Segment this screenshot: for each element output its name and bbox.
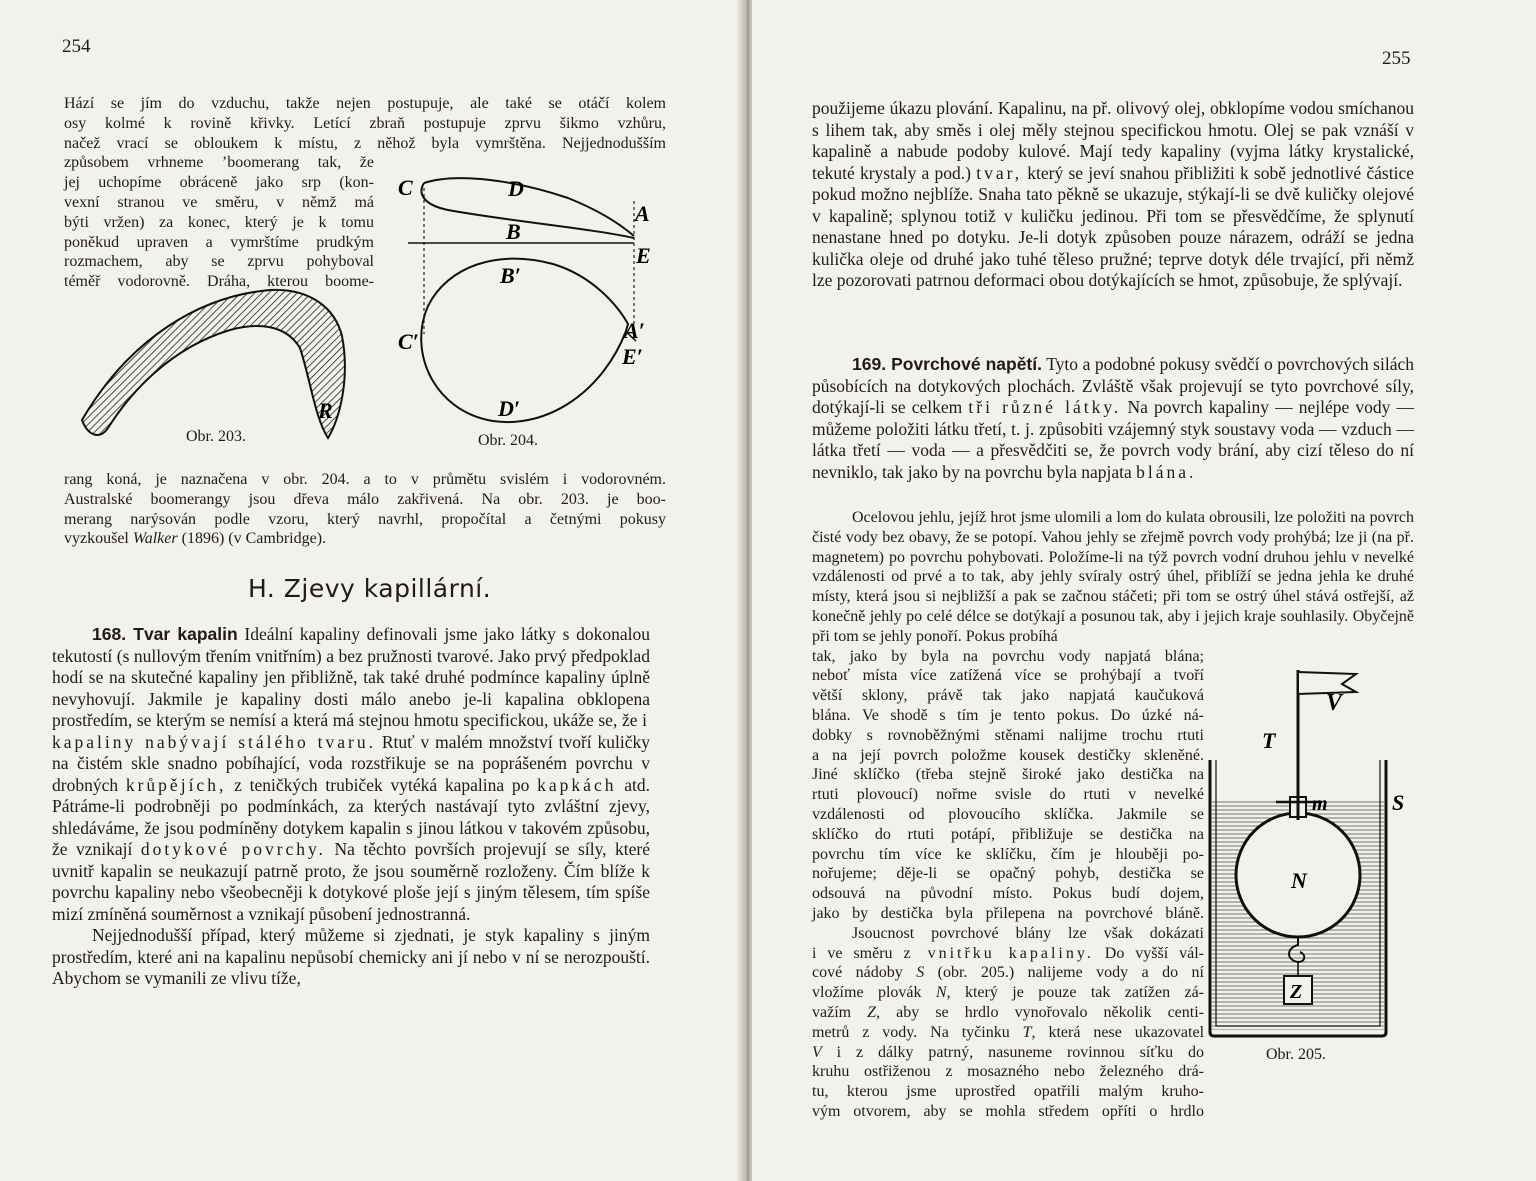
small-wrap-line: vzdálenosti od plovoucího sklíčka. Jakmile se (812, 805, 1204, 823)
section-168-title: 168. Tvar kapalin (92, 624, 238, 644)
intro-line: načež vrací se obloukem k místu, z něhož byla vymrštěna. Nejjednodušším (64, 134, 666, 152)
small-wrap-line: větší sklony, právě tak jako napjatá kaučuková (812, 687, 1204, 705)
text-segment: kruhu ostřiženou z mosazného nebo železného drá- (812, 1063, 1204, 1081)
after-figure-line: Australské boomerangy jsou dřeva málo zakřivená. Na obr. 203. je boo- (64, 490, 666, 508)
text-segment: Z (867, 1003, 877, 1021)
wrap-line: jej uchopíme obráceně jako srp (kon- (64, 174, 374, 192)
text-segment: , který je pouze tak zatížen zá- (946, 984, 1205, 1002)
label-t: T (1262, 728, 1276, 753)
small-wrap-line: odsouvá na původní místo. Pokus budí dojem, (812, 885, 1204, 903)
figure-203-boomerang (60, 268, 360, 453)
text-segment: Na povrch kapaliny — nejlépe vody — můžeme položiti látku třetí, t. j. způsobiti vzájemný styk soustavy voda — vzduch — látka třetí — voda — a přesvědčiti se, že povrch vody brání, aby cizí těleso do ní nevniklo, tak jako by na povrchu byla napjata (812, 397, 1414, 482)
label-s: S (1392, 790, 1405, 815)
small-wrap-line: blána. Ve shodě s tím je tento pokus. Do úzké ná- (812, 706, 1204, 724)
figure-203-caption: Obr. 203. (186, 428, 246, 445)
text-segment: kapkách (537, 774, 617, 795)
small-wrap2-line (812, 1102, 1204, 1122)
text-segment: tu, kterou jsme uprostřed opatřili malým kruho- (812, 1083, 1204, 1101)
text-segment: atd. Pátráme-li podrobněji po podmínkách, za kterých nastávají tyto zvláštní zjevy, shledáváme, že jsou podmíněny dotykem kapalin s jinou látkou v takovém způsobu, že vznikají (52, 774, 650, 859)
small-wrap-line: a na její povrch položme kousek destičky skleněné. (812, 746, 1204, 764)
label-v: V (1326, 690, 1343, 716)
small-wrap2-line (812, 963, 1204, 983)
text-segment: i kapaliny nabývají stálého tvaru. (52, 710, 650, 752)
boomerang-shape (82, 290, 345, 438)
wrap-line: téměř vodorovně. Dráha, kterou boome- (64, 273, 374, 291)
page-number: 254 (62, 36, 91, 57)
paragraph-168 (52, 624, 650, 990)
small-wrap2-line (812, 924, 1204, 944)
small-wrap-line: neboť místa více zatížená více se prohýbají a tvoří (812, 667, 1204, 685)
label-a: A (635, 201, 650, 226)
section-heading: H. Zjevy kapillární. (248, 574, 492, 603)
label-c: C (398, 175, 413, 200)
after-figure-line: rang koná, je naznačena v obr. 204. a to v průmětu svislém i vodorovném. (64, 471, 666, 488)
text-segment: V (812, 1043, 822, 1061)
small-wrap2-line (812, 1062, 1204, 1082)
small-wrap2-line (812, 1043, 1204, 1063)
label-c-prime: C′ (398, 329, 419, 354)
text-segment: T (1022, 1023, 1032, 1041)
wrap-line: způsobem vrhneme ’boomerang tak, že (64, 154, 374, 172)
text-segment: Tyto a podobné pokusy svědčí o povrchových silách působících na dotykových plochách. Zvláště však projevují se tyto povrchové síly, dotýkají-li se celkem (812, 354, 1414, 417)
figure-204-caption: Obr. 204. (478, 432, 538, 449)
figure-205-apparatus (1206, 660, 1406, 1060)
text-segment: Jsoucnost povrchové blány lze však dokázati (852, 924, 1204, 942)
text-segment: i z dálky patrný, nasuneme rovinnou síťku do (821, 1043, 1204, 1061)
label-d: D (508, 176, 524, 201)
label-b-prime: B′ (500, 263, 521, 288)
text-segment: , která nese ukazovatel (1031, 1023, 1205, 1041)
last-line: vyzkoušel Walker (1896) (v Cambridge). (64, 530, 327, 548)
label-e: E (636, 243, 651, 268)
label-e-prime: E′ (622, 344, 643, 369)
text-segment: Ideální kapaliny definovali jsme jako látky s dokonalou tekutostí (s nullovým třením vnitřním) a bez pružnosti tvarové. Jako prvý předpoklad hodí se na skutečné kapaliny jen přibližně, tak také druhé podmínce kapaliny úplně nevyhovují. Jakmile je kapaliny dosti málo anebo je-li kapalina obklopena prostředím, se kterým se nemísí a která má stejnou hmotu specifickou, ukáže se, že (52, 624, 650, 730)
text-segment: vložíme plovák (812, 984, 936, 1002)
text-segment: krůpějích, (125, 774, 227, 795)
after-figure-line: merang narýsován podle vzoru, který navrhl, propočítal a četnými pokusy (64, 510, 666, 528)
small-wrap2-line (812, 1082, 1204, 1102)
text-segment: cové nádoby (812, 964, 917, 982)
text-segment: Do vyšší vál- (1093, 944, 1205, 962)
wrap-line: vexní stranou ve směru, v němž má (64, 193, 374, 211)
small-wrap-text (812, 647, 1204, 1122)
page-number: 255 (1382, 48, 1411, 69)
text-segment: i ve směru (812, 944, 904, 962)
text-segment: použijeme úkazu plování. Kapalinu, na př. olivový olej, obklopíme vodou smíchanou s lihem tak, aby směs i olej měly stejnou specifickou hmotu. Olej se pak vznáší v kapalině a nabude podoby kulové. Mají tedy kapaliny (vyjma látky krystalické, tekuté krystaly a pod.) (812, 98, 1414, 183)
text-segment: tři různé látky. (968, 397, 1122, 417)
paragraph-1 (812, 98, 1414, 292)
small-wrap-line: nořujeme; děje-li se opačný pohyb, destička se (812, 865, 1204, 883)
right-page (752, 0, 1536, 1181)
text-segment: z vnitřku kapaliny. (903, 944, 1094, 962)
wrap-line: rozmachem, aby se zprvu pohyboval (64, 253, 374, 271)
text-segment: , aby se hrdlo vynořovalo několik centi- (876, 1003, 1204, 1021)
small-wrap-line: jako by destička byla přilepena na povrchové bláně. (812, 904, 1204, 922)
text-segment: važím (812, 1003, 868, 1021)
text-segment: N (935, 984, 947, 1002)
wrap-line: poněkud upraven a vymrštíme prudkým (64, 233, 374, 251)
small-wrap2-line (812, 1023, 1204, 1043)
text-segment: Rtuť v malém množství tvoří kuličky na čistém skle snadno pobíhající, voda rozstřikuje se na poprášeném povrchu v drobných (52, 731, 650, 795)
text-segment: tvar, (976, 162, 1023, 183)
left-page (0, 0, 744, 1181)
text-segment: S (916, 964, 925, 982)
text-segment: z teničkých trubiček vytéká kapalina po (226, 774, 538, 795)
section-169-title: 169. Povrchové napětí. (852, 354, 1042, 374)
label-m: m (1312, 793, 1328, 815)
text-segment: dotykové povrchy. (140, 839, 327, 859)
small-wrap-line: povrchu tím více ke sklíčku, čím je hlouběji po- (812, 845, 1204, 863)
label-b: B (506, 219, 521, 244)
figure-204-trajectory (388, 166, 668, 456)
intro-text (64, 94, 666, 153)
text-segment: metrů z vody. Na tyčinku (812, 1023, 1023, 1041)
small-wrap-line: rtuti plovoucí) nořme svisle do rtuti v nevelké (812, 786, 1204, 804)
after-figure-text (64, 470, 666, 549)
paragraph-168b: Nejjednodušší případ, který můžeme si zjednati, je styk kapaliny s jiným prostředím, které ani na kapalinu nepůsobí chemicky ani jí nebo v ní se nerozpouští. Abychom se vymanili ze vlivu tíže, (52, 925, 650, 988)
text-segment: blána. (1136, 461, 1197, 482)
label-d-prime: D′ (498, 396, 521, 421)
text-segment: který se jeví snahou přibližiti k sobě jednotlivé částice pokud možno nejblíže. Snaha tato pěkně se ukazuje, stýkají-li se dvě kuličky olejové v kapalině; splynou totiž v kuličku jedinou. Při tom se přesvědčíme, že splynutí nenastane hned po dotyku. Je-li dotyk způsoben pouze nárazem, odráží se jedna kulička oleje od druhé jako tuhé těleso pružné; teprve dotyk déle trvající, při němž lze pozorovati patrnou deformaci obou dotýkajících se hmot, způsobuje, že splývají. (812, 162, 1415, 290)
text-segment: (obr. 205.) nalijeme vody a do ní (924, 964, 1204, 982)
small-wrap-line: sklíčko do rtuti potápí, přibližuje se destička na (812, 825, 1204, 843)
small-wrap2-line (812, 1003, 1204, 1023)
label-r: R (318, 398, 333, 423)
small-wrap2-line (812, 983, 1204, 1003)
paragraph-169 (812, 354, 1414, 483)
intro-line: Hází se jím do vzduchu, takže nejen postupuje, ale také se otáčí kolem (64, 95, 666, 112)
intro-line: osy kolmé k rovině křivky. Letící zbraň postupuje zprvu šikmo vzhůru, (64, 114, 666, 132)
label-n: N (1291, 868, 1307, 893)
text-segment: vým otvorem, aby se mohla středem opříti o hrdlo (812, 1102, 1204, 1120)
wrap-line: býti vržen) za konec, který je k tomu (64, 213, 374, 231)
small-wrap-line: dobky s rovnoběžnými stěnami nalijme trochu rtuti (812, 726, 1204, 744)
figure-205-caption: Obr. 205. (1266, 1046, 1326, 1063)
small-wrap2-line (812, 944, 1204, 964)
small-paragraph (812, 508, 1414, 647)
small-wrap-line: Jiné sklíčko (třeba stejně široké jako destička na (812, 766, 1204, 784)
small-wrap-line: tak, jako by byla na povrchu vody napjatá blána; (812, 647, 1204, 665)
label-z: Z (1290, 981, 1303, 1003)
text-segment: Na těchto površích projevují se síly, které uvnitř kapalin se neukazují patrně proto, že jsou souměrně rozloženy. Čím blíže k povrchu kapaliny nebo všeobecněji k dotykové ploše její s jiným tělesem, tím spíše mizí zmíněná souměrnost a vznikají působení jednostranná. (52, 839, 650, 924)
small-paragraph-full: Ocelovou jehlu, jejíž hrot jsme ulomili a lom do kulata obrousili, lze položiti na povrch čisté vody bez obavy, že se potopí. Vahou jehly se zřejmě povrch vody prohýbá; lze ji (na př. magnetem) po povrchu pohybovati. Položíme-li na týž povrch vodní druhou jehlu v nevelké vzdálenosti od prvé a to tak, aby jehly svíraly ostrý úhel, přiblíží se jedna jehla ke druhé místy, která jsou si nejbližší a pak se začnou stáčeti; při tom se ostrý úhel stává ostřejší, až konečně jehly po celé délce se dotýkají a posunou tak, aby i jejich kraje souhlasily. Obyčejně při tom se jehly ponoří. Pokus probíhá (812, 509, 1414, 645)
label-a-prime: A′ (624, 318, 645, 343)
